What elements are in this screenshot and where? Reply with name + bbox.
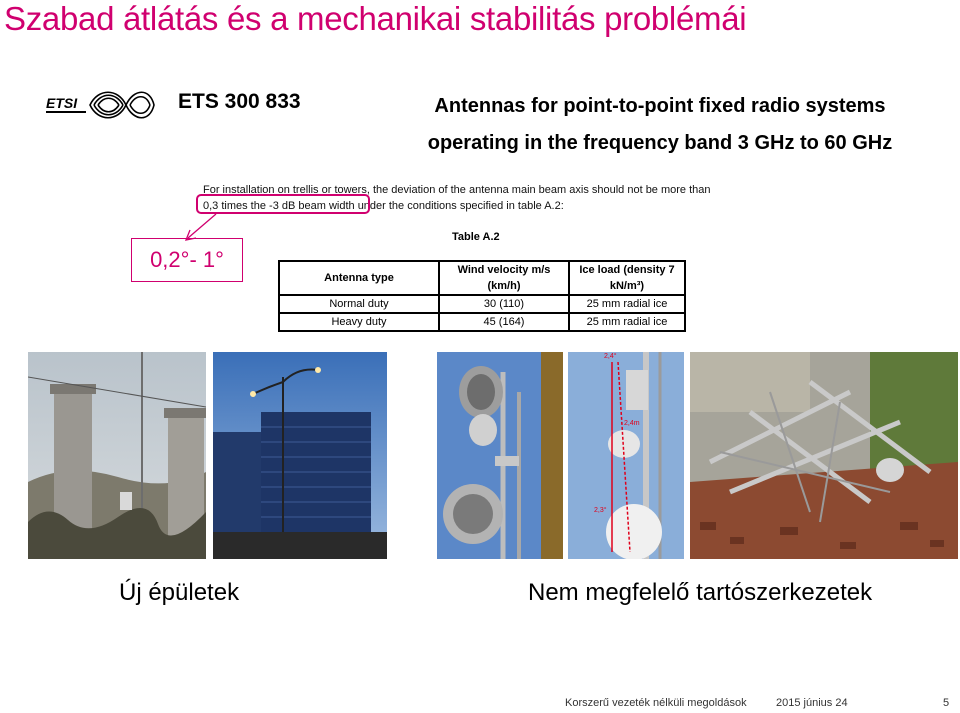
standard-title bbox=[390, 88, 930, 162]
table-caption: Table A.2 bbox=[452, 231, 500, 243]
beam-deviation-value: 0,2°- 1° bbox=[131, 238, 243, 282]
wind-ice-table bbox=[278, 260, 686, 332]
footer-presentation-title: Korszerű vezeték nélküli megoldások bbox=[565, 697, 747, 709]
specification-line-1: For installation on trellis or towers, the deviation of the antenna main beam axis should not be more than bbox=[203, 184, 711, 196]
highlight-marker bbox=[196, 194, 370, 214]
standard-title-line-1: Antennas for point-to-point fixed radio systems bbox=[434, 95, 886, 117]
deviation-label-top: 2,4° bbox=[604, 353, 617, 360]
table-row bbox=[279, 313, 685, 331]
footer-page-number: 5 bbox=[943, 697, 950, 709]
standard-title-line-2: operating in the frequency band 3 GHz to 60 GHz bbox=[427, 132, 893, 154]
specification-line-2: 0,3 times the -3 dB beam width under the conditions specified in table A.2: bbox=[203, 200, 564, 212]
table-cell: 45 (164) bbox=[439, 313, 569, 331]
slide-title: Szabad átlátás és a mechanikai stabilitás problémái bbox=[4, 0, 747, 37]
deviation-label-bottom: 2,3° bbox=[594, 507, 607, 514]
footer-date: 2015 június 24 bbox=[776, 697, 848, 709]
caption-new-buildings: Új épületek bbox=[119, 579, 240, 606]
table-row bbox=[279, 295, 685, 313]
deviation-label-mid: 2,4m bbox=[624, 420, 640, 427]
table-header-wind: Wind velocity m/s (km/h) bbox=[439, 261, 569, 295]
table-header-antenna: Antenna type bbox=[279, 261, 439, 295]
table-cell: 25 mm radial ice bbox=[569, 313, 685, 331]
etsi-logo-icon bbox=[46, 86, 156, 124]
etsi-logo-text: ETSI bbox=[46, 95, 78, 111]
office-buildings-photo bbox=[213, 352, 387, 559]
table-header-ice: Ice load (density 7 kN/m³) bbox=[569, 261, 685, 295]
table-cell: Heavy duty bbox=[279, 313, 439, 331]
construction-towers-photo bbox=[28, 352, 206, 559]
table-cell: Normal duty bbox=[279, 295, 439, 313]
table-cell: 30 (110) bbox=[439, 295, 569, 313]
caption-inadequate-structures: Nem megfelelő tartószerkezetek bbox=[528, 579, 873, 606]
standard-id: ETS 300 833 bbox=[178, 90, 301, 113]
antenna-mount-photo bbox=[437, 352, 563, 559]
table-header-row bbox=[279, 261, 685, 295]
table-cell: 25 mm radial ice bbox=[569, 295, 685, 313]
antenna-deviation-photo bbox=[568, 352, 684, 559]
collapsed-structure-photo bbox=[690, 352, 958, 559]
